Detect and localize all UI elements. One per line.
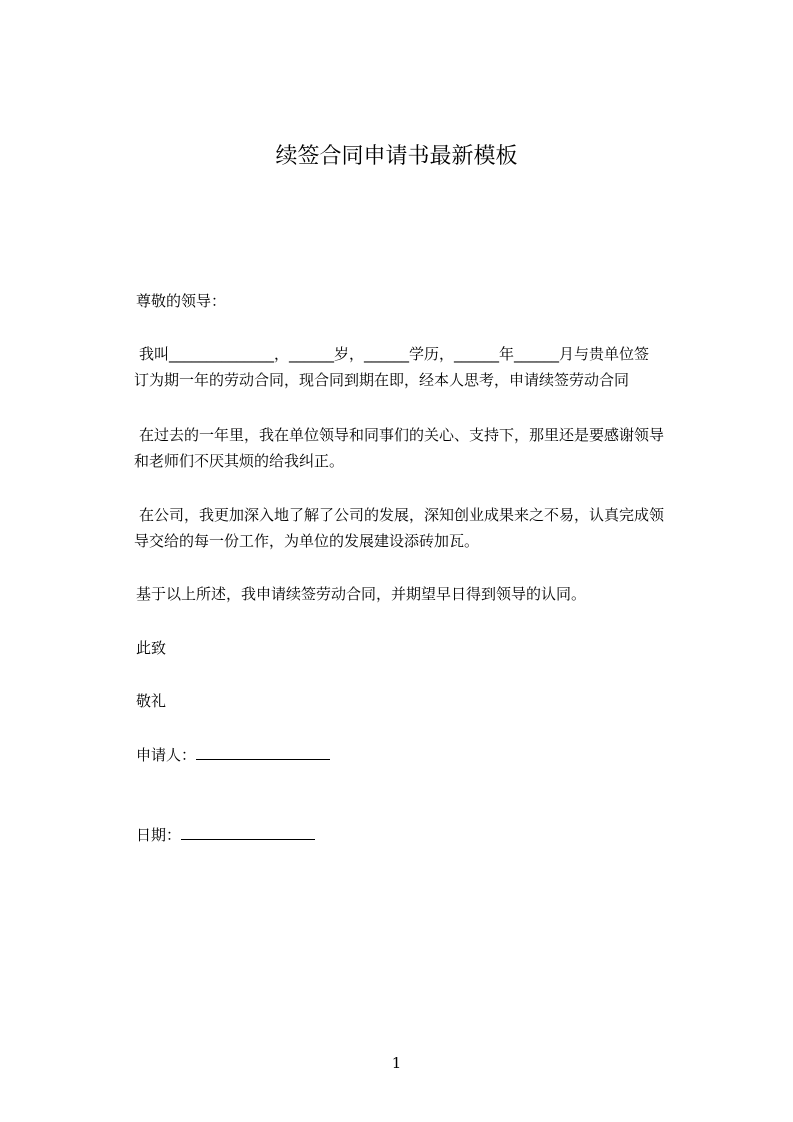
- paragraph-company: [136, 502, 706, 554]
- closing-cizhi: 此致: [136, 639, 167, 657]
- intro-line-2: 订为期一年的劳动合同，现合同到期在即，经本人思考，申请续签劳动合同: [134, 371, 630, 389]
- paragraph-past-year-line-2: 和老师们不厌其烦的给我纠正。: [134, 452, 345, 470]
- date-blank[interactable]: [181, 823, 315, 840]
- closing-jingli: 敬礼: [136, 692, 167, 710]
- page-title: 续签合同申请书最新模板: [275, 144, 518, 169]
- paragraph-company-line-1: 在公司，我更加深入地了解了公司的发展，深知创业成果来之不易，认真完成领: [139, 506, 665, 524]
- applicant-line: [136, 742, 330, 768]
- date-label: 日期：: [136, 826, 182, 844]
- paragraph-past-year-line-1: 在过去的一年里，我在单位领导和同事们的关心、支持下，那里还是要感谢领导: [139, 426, 665, 444]
- salutation: 尊敬的领导：: [136, 292, 227, 310]
- page-number: 1: [391, 1054, 402, 1072]
- date-line: [136, 822, 315, 848]
- paragraph-company-line-2: 导交给的每一份工作，为单位的发展建设添砖加瓦。: [134, 532, 480, 550]
- applicant-blank[interactable]: [196, 743, 330, 760]
- paragraph-request: 基于以上所述，我申请续签劳动合同，并期望早日得到领导的认同。: [136, 585, 587, 603]
- paragraph-past-year: [136, 422, 706, 474]
- applicant-label: 申请人：: [136, 746, 197, 764]
- intro-line-1: 我叫______________，______岁，______学历，______年______月与贵单位签: [139, 345, 650, 363]
- intro-paragraph: [136, 341, 711, 393]
